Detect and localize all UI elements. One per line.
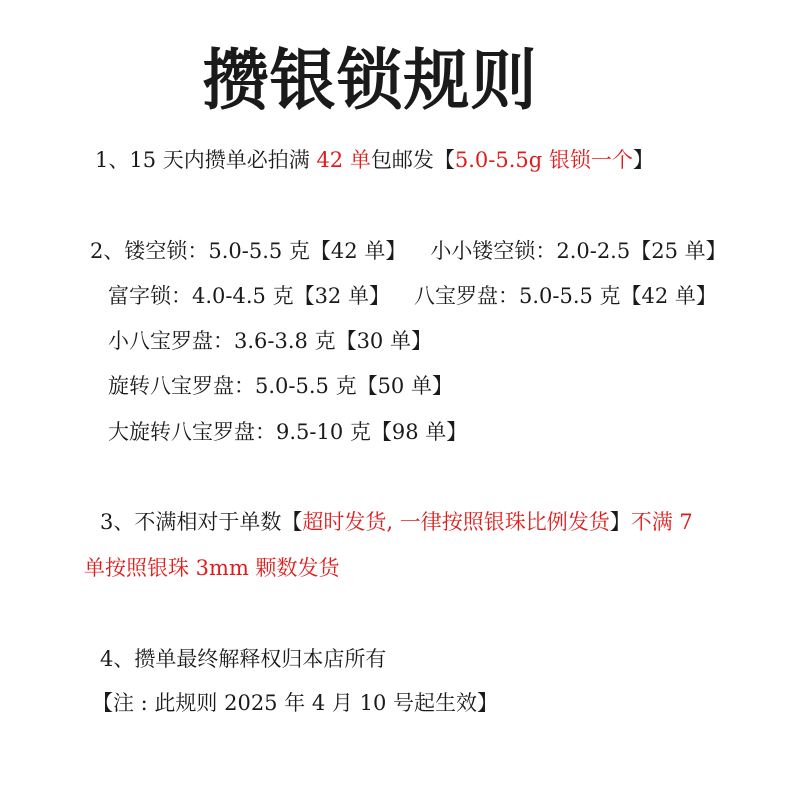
rule-3-prefix: 3、不满相对于单数【 [100, 510, 303, 534]
small-bagua-compass-spec: 小八宝罗盘：3.6-3.8 克【30 单】 [108, 329, 432, 353]
rule-1 [95, 145, 654, 175]
rule-2-row-2 [108, 281, 717, 311]
rule-1-item: 5.0-5.5g 银锁一个 [454, 148, 633, 172]
rule-1-prefix: 1、15 天内攒单必拍满 [95, 148, 317, 172]
rule-3-highlight-2: 不满 7 [630, 510, 693, 534]
rule-3-highlight-3: 单按照银珠 3mm 颗数发货 [84, 556, 340, 580]
rule-4-text: 4、攒单最终解释权归本店所有 [100, 647, 387, 671]
rule-1-suffix: 】 [632, 148, 654, 172]
fu-lock-spec: 富字锁：4.0-4.5 克【32 单】 [108, 284, 390, 308]
rule-1-middle: 包邮发【 [370, 148, 455, 172]
rule-2-row-4 [108, 371, 453, 401]
note-text: 【注 : 此规则 2025 年 4 月 10 号起生效】 [92, 691, 499, 715]
effective-date-note [92, 688, 498, 718]
hollow-lock-spec: 2、镂空锁：5.0-5.5 克【42 单】 [90, 239, 407, 263]
page-title: 攒银锁规则 [202, 41, 538, 119]
rule-2-row-5 [108, 417, 467, 447]
rule-2-row-1 [90, 236, 727, 266]
rule-3-line-1 [100, 507, 693, 537]
rule-3-line-2 [84, 553, 340, 583]
rotating-bagua-compass-spec: 旋转八宝罗盘：5.0-5.5 克【50 单】 [108, 374, 453, 398]
large-rotating-bagua-compass-spec: 大旋转八宝罗盘：9.5-10 克【98 单】 [108, 420, 468, 444]
rule-1-count: 42 单 [316, 148, 371, 172]
bagua-compass-spec: 八宝罗盘：5.0-5.5 克【42 单】 [413, 284, 717, 308]
rule-3-mid: 】 [609, 510, 631, 534]
small-hollow-lock-spec: 小小镂空锁：2.0-2.5【25 单】 [430, 239, 727, 263]
rule-4 [100, 644, 386, 674]
rule-3-highlight-1: 超时发货, 一律按照银珠比例发货 [302, 510, 610, 534]
rule-2-row-3 [108, 326, 432, 356]
